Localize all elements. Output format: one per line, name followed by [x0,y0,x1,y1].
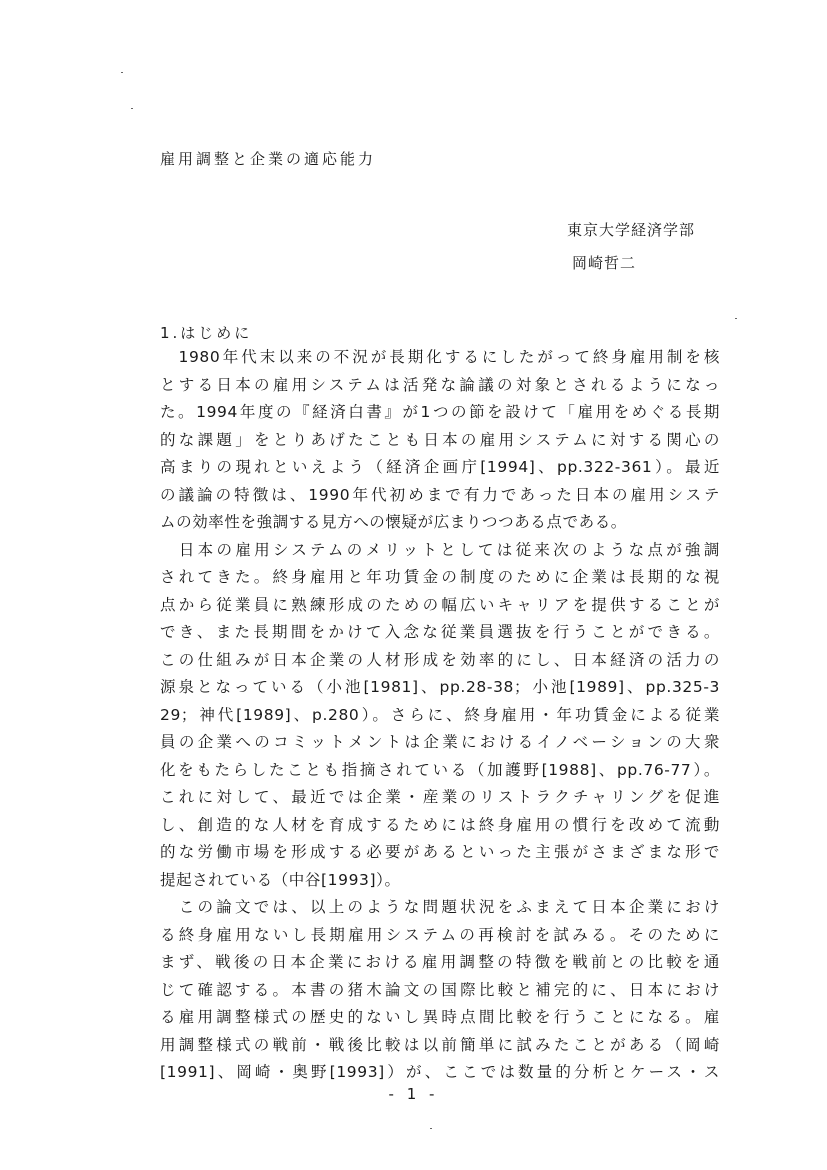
scan-speck [430,1128,432,1129]
body-line: 用調整様式の戦前・戦後比較は以前簡単に試みたことがある（岡崎 [160,1035,720,1054]
body-line: 提起されている（中谷[1993]）。 [160,870,401,889]
body-line: る終身雇用ないし長期雇用システムの再検討を試みる。そのために [160,925,720,944]
body-text [160,344,720,1087]
body-line: まず、戦後の日本企業における雇用調整の特徴を戦前との比較を通 [160,953,720,971]
scan-speck [131,108,133,109]
body-line: でき、また長期間をかけて入念な従業員選抜を行うことができる。 [160,623,720,641]
body-line: 源泉となっている（小池[1981]、pp.28-38；小池[1989]、pp.325-3 [160,678,720,696]
body-line: とする日本の雇用システムは活発な論議の対象とされるようになっ [160,375,720,394]
scan-speck [735,318,737,319]
body-line: 日本の雇用システムのメリットとしては従来次のような点が強調 [160,540,720,559]
body-line: ムの効率性を強調する見方への懐疑が広まりつつある点である。 [160,513,627,531]
page-number: - 1 - [388,1085,439,1103]
author-affiliation: 東京大学経済学部 [567,221,696,239]
body-line: これに対して、最近では企業・産業のリストラクチャリングを促進 [160,788,720,806]
body-line: 高まりの現れといえよう（経済企画庁[1994]、pp.322-361）。最近 [160,458,720,476]
section-heading: 1.はじめに [160,324,253,342]
body-line: の議論の特徴は、1990年代初めまで有力であった日本の雇用システ [160,485,720,504]
body-line: る雇用調整様式の歴史的ないし異時点間比較を行うことになる。雇 [160,1008,720,1026]
body-line: 化をもたらしたことも指摘されている（加護野[1988]、pp.76-77）。 [160,760,720,779]
author-name: 岡崎哲二 [572,254,637,272]
body-line: 点から従業員に熟練形成のための幅広いキャリアを提供することが [160,595,720,614]
paper-title: 雇用調整と企業の適応能力 [160,150,377,168]
body-line: 的な労働市場を形成する必要があるといった主張がさまざまな形で [160,843,720,861]
body-line: し、創造的な人材を育成するためには終身雇用の慣行を改めて流動 [160,815,720,834]
body-line: た。1994年度の『経済白書』が1つの節を設けて「雇用をめぐる長期 [160,403,720,421]
body-line: 29；神代[1989]、p.280）。さらに、終身雇用・年功賃金による従業 [160,705,720,724]
body-line: されてきた。終身雇用と年功賃金の制度のために企業は長期的な視 [160,568,720,586]
body-line: 員の企業へのコミットメントは企業におけるイノベーションの大衆 [160,733,720,751]
body-line: [1991]、岡崎・奥野[1993]）が、ここでは数量的分析とケース・ス [160,1063,720,1081]
body-line: じて確認する。本書の猪木論文の国際比較と補完的に、日本におけ [160,980,720,999]
body-line: 1980年代末以来の不況が長期化するにしたがって終身雇用制を核 [160,348,720,366]
scan-speck [121,72,123,73]
body-line: この仕組みが日本企業の人材形成を効率的にし、日本経済の活力の [160,650,720,669]
body-line: この論文では、以上のような問題状況をふまえて日本企業におけ [160,898,720,916]
body-line: 的な課題」をとりあげたことも日本の雇用システムに対する関心の [160,430,720,449]
